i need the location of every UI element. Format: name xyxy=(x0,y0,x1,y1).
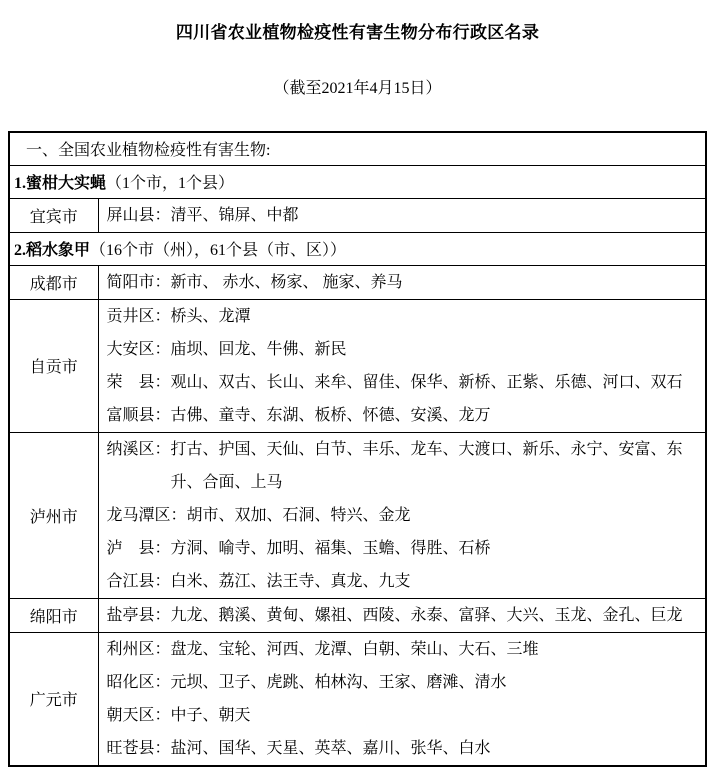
district-entry: 旺苍县：盐河、国华、天星、英萃、嘉川、张华、白水 xyxy=(106,739,491,757)
page-title: 四川省农业植物检疫性有害生物分布行政区名录 xyxy=(175,23,540,42)
district-entry: 荣 县：观山、双古、长山、来牟、留佳、保华、新桥、正紫、乐德、河口、双石 xyxy=(106,373,683,391)
city-cell: 广元市 xyxy=(9,632,98,766)
pest-2-header xyxy=(9,232,706,265)
area-cell xyxy=(98,198,706,232)
area-cell xyxy=(98,299,706,432)
pest-1-header xyxy=(9,165,706,198)
city-cell: 宜宾市 xyxy=(9,198,98,232)
pest-2-name: 2.稻水象甲 xyxy=(14,242,91,259)
district-entry: 朝天区：中子、朝天 xyxy=(106,706,251,724)
city-cell: 绵阳市 xyxy=(9,598,98,632)
pest-header-row xyxy=(9,232,706,265)
city-row-chengdu xyxy=(9,265,706,299)
district-entry: 纳溪区：打古、护国、天仙、白节、丰乐、龙车、大渡口、新乐、永宁、安富、东升、合面、上马 xyxy=(106,440,683,491)
district-entry: 昭化区：元坝、卫子、虎跳、柏林沟、王家、磨滩、清水 xyxy=(106,673,507,691)
city-cell: 成都市 xyxy=(9,265,98,299)
district-entry: 盐亭县：九龙、鹅溪、黄甸、嫘祖、西陵、永泰、富驿、大兴、玉龙、金孔、巨龙 xyxy=(106,606,683,624)
pest-2-scope: （16个市（州），61个县（市、区）） xyxy=(90,242,347,259)
city-row-yibin xyxy=(9,198,706,232)
area-cell xyxy=(98,598,706,632)
distribution-table xyxy=(8,131,707,767)
district-entry: 利州区：盘龙、宝轮、河西、龙潭、白朝、荣山、大石、三堆 xyxy=(106,640,539,658)
area-cell xyxy=(98,432,706,598)
district-entry: 泸 县：方洞、喻寺、加明、福集、玉蟾、得胜、石桥 xyxy=(106,539,491,557)
pest-header-row xyxy=(9,165,706,198)
city-cell: 自贡市 xyxy=(9,299,98,432)
district-entry: 富顺县：古佛、童寺、东湖、板桥、怀德、安溪、龙万 xyxy=(106,406,491,424)
area-cell xyxy=(98,265,706,299)
city-cell: 泸州市 xyxy=(9,432,98,598)
city-row-zigong xyxy=(9,299,706,432)
area-cell xyxy=(98,632,706,766)
city-row-guangyuan xyxy=(9,632,706,766)
pest-1-scope: （1个市，1个县） xyxy=(106,175,235,192)
district-entry: 龙马潭区：胡市、双加、石洞、特兴、金龙 xyxy=(106,506,411,524)
section-header-row xyxy=(9,132,706,165)
district-entry: 简阳市：新市、 赤水、杨家、 施家、养马 xyxy=(106,273,403,291)
district-entry: 大安区：庙坝、回龙、牛佛、新民 xyxy=(106,340,347,358)
city-row-luzhou xyxy=(9,432,706,598)
pest-1-name: 1.蜜柑大实蝇 xyxy=(14,175,107,192)
date-subtitle: （截至2021年4月15日） xyxy=(273,80,442,97)
district-entry: 贡井区：桥头、龙潭 xyxy=(106,307,251,325)
district-entry: 屏山县：清平、锦屏、中都 xyxy=(106,206,299,224)
city-row-mianyang xyxy=(9,598,706,632)
district-entry: 合江县：白米、荔江、法王寺、真龙、九支 xyxy=(106,572,411,590)
section-header: 一、全国农业植物检疫性有害生物: xyxy=(9,132,706,165)
